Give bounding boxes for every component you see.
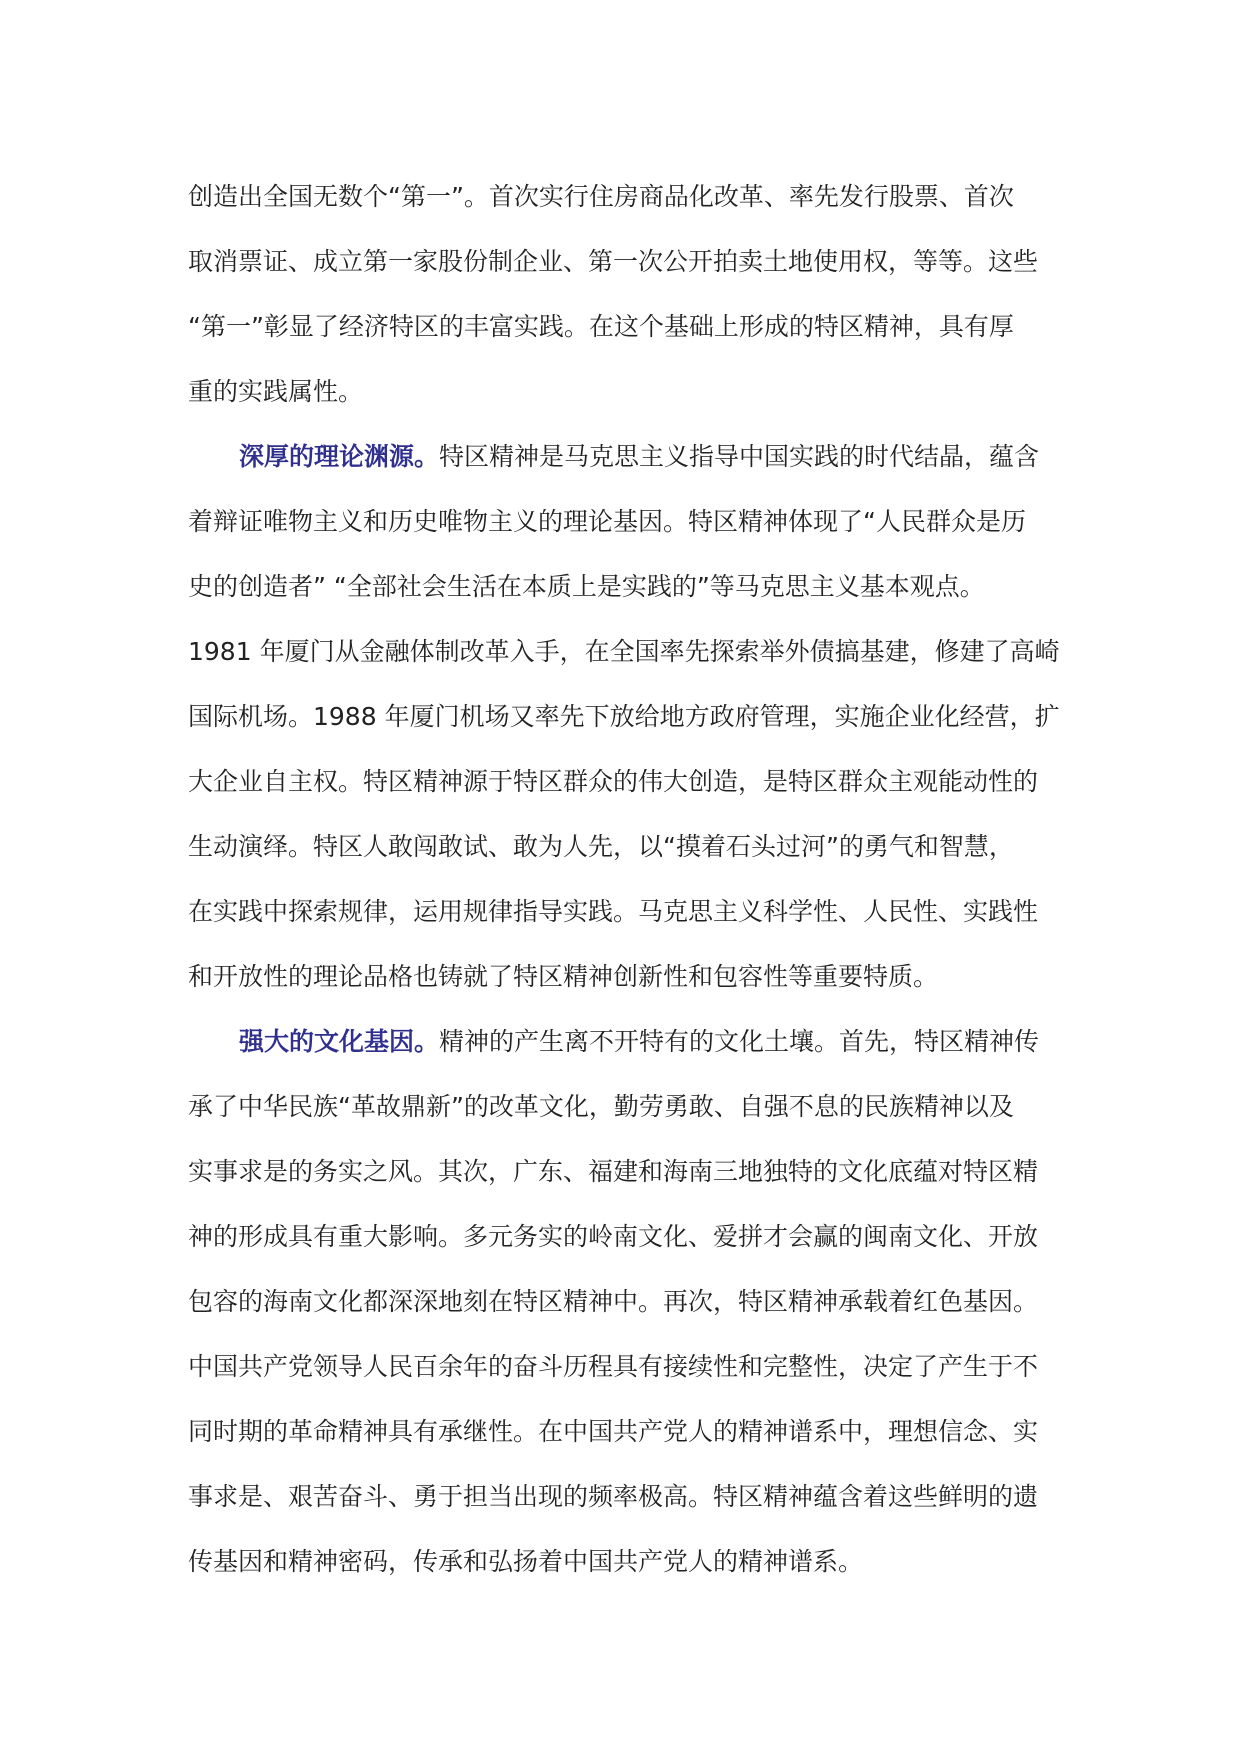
- text-line: 同时期的革命精神具有承继性。在中国共产党人的精神谱系中，理想信念、实: [188, 1417, 1039, 1446]
- paragraph-practice: [188, 164, 1068, 424]
- text-line: 神的形成具有重大影响。多元务实的岭南文化、爱拼才会赢的闽南文化、开放: [188, 1222, 1039, 1251]
- text-line: “第一”彰显了经济特区的丰富实践。在这个基础上形成的特区精神，具有厚: [188, 312, 1014, 341]
- text-line: 事求是、艰苦奋斗、勇于担当出现的频率极高。特区精神蕴含着这些鲜明的遗: [188, 1482, 1039, 1511]
- text-line: 取消票证、成立第一家股份制企业、第一次公开拍卖土地使用权，等等。这些: [188, 247, 1039, 276]
- text-line-rest: 特区精神是马克思主义指导中国实践的时代结晶，蕴含: [439, 442, 1040, 471]
- paragraph-culture: [188, 1009, 1068, 1594]
- text-line: 承了中华民族“革故鼎新”的改革文化，勤劳勇敢、自强不息的民族精神以及: [188, 1092, 1014, 1121]
- text-line: 着辩证唯物主义和历史唯物主义的理论基因。特区精神体现了“人民群众是历: [188, 507, 1026, 536]
- text-line: 实事求是的务实之风。其次，广东、福建和海南三地独特的文化底蕴对特区精: [188, 1157, 1039, 1186]
- text-line: 传基因和精神密码，传承和弘扬着中国共产党人的精神谱系。: [188, 1547, 864, 1576]
- text-line: 中国共产党领导人民百余年的奋斗历程具有接续性和完整性，决定了产生于不: [188, 1352, 1039, 1381]
- text-line: 重的实践属性。: [188, 377, 364, 406]
- section-heading-theory: 深厚的理论渊源。: [239, 442, 440, 471]
- text-line: 生动演绎。特区人敢闯敢试、敢为人先，以“摸着石头过河”的勇气和智慧，: [188, 832, 1014, 861]
- text-line: 和开放性的理论品格也铸就了特区精神创新性和包容性等重要特质。: [188, 962, 939, 991]
- text-line: 创造出全国无数个“第一”。首次实行住房商品化改革、率先发行股票、首次: [188, 182, 1014, 211]
- text-line: 大企业自主权。特区精神源于特区群众的伟大创造，是特区群众主观能动性的: [188, 767, 1039, 796]
- text-line: 1981 年厦门从金融体制改革入手，在全国率先探索举外债搞基建，修建了高崎: [188, 637, 1060, 666]
- text-line: 在实践中探索规律，运用规律指导实践。马克思主义科学性、人民性、实践性: [188, 897, 1039, 926]
- text-line: 国际机场。1988 年厦门机场又率先下放给地方政府管理，实施企业化经营，扩: [188, 702, 1060, 731]
- body-text: [188, 164, 1068, 1594]
- text-line-first: [188, 424, 1068, 489]
- text-line-rest: 精神的产生离不开特有的文化土壤。首先，特区精神传: [439, 1027, 1040, 1056]
- text-line: 史的创造者” “全部社会生活在本质上是实践的”等马克思主义基本观点。: [188, 572, 985, 601]
- section-heading-culture: 强大的文化基因。: [239, 1027, 440, 1056]
- paragraph-theory: [188, 424, 1068, 1009]
- text-line-first: [188, 1009, 1068, 1074]
- text-line: 包容的海南文化都深深地刻在特区精神中。再次，特区精神承载着红色基因。: [188, 1287, 1039, 1316]
